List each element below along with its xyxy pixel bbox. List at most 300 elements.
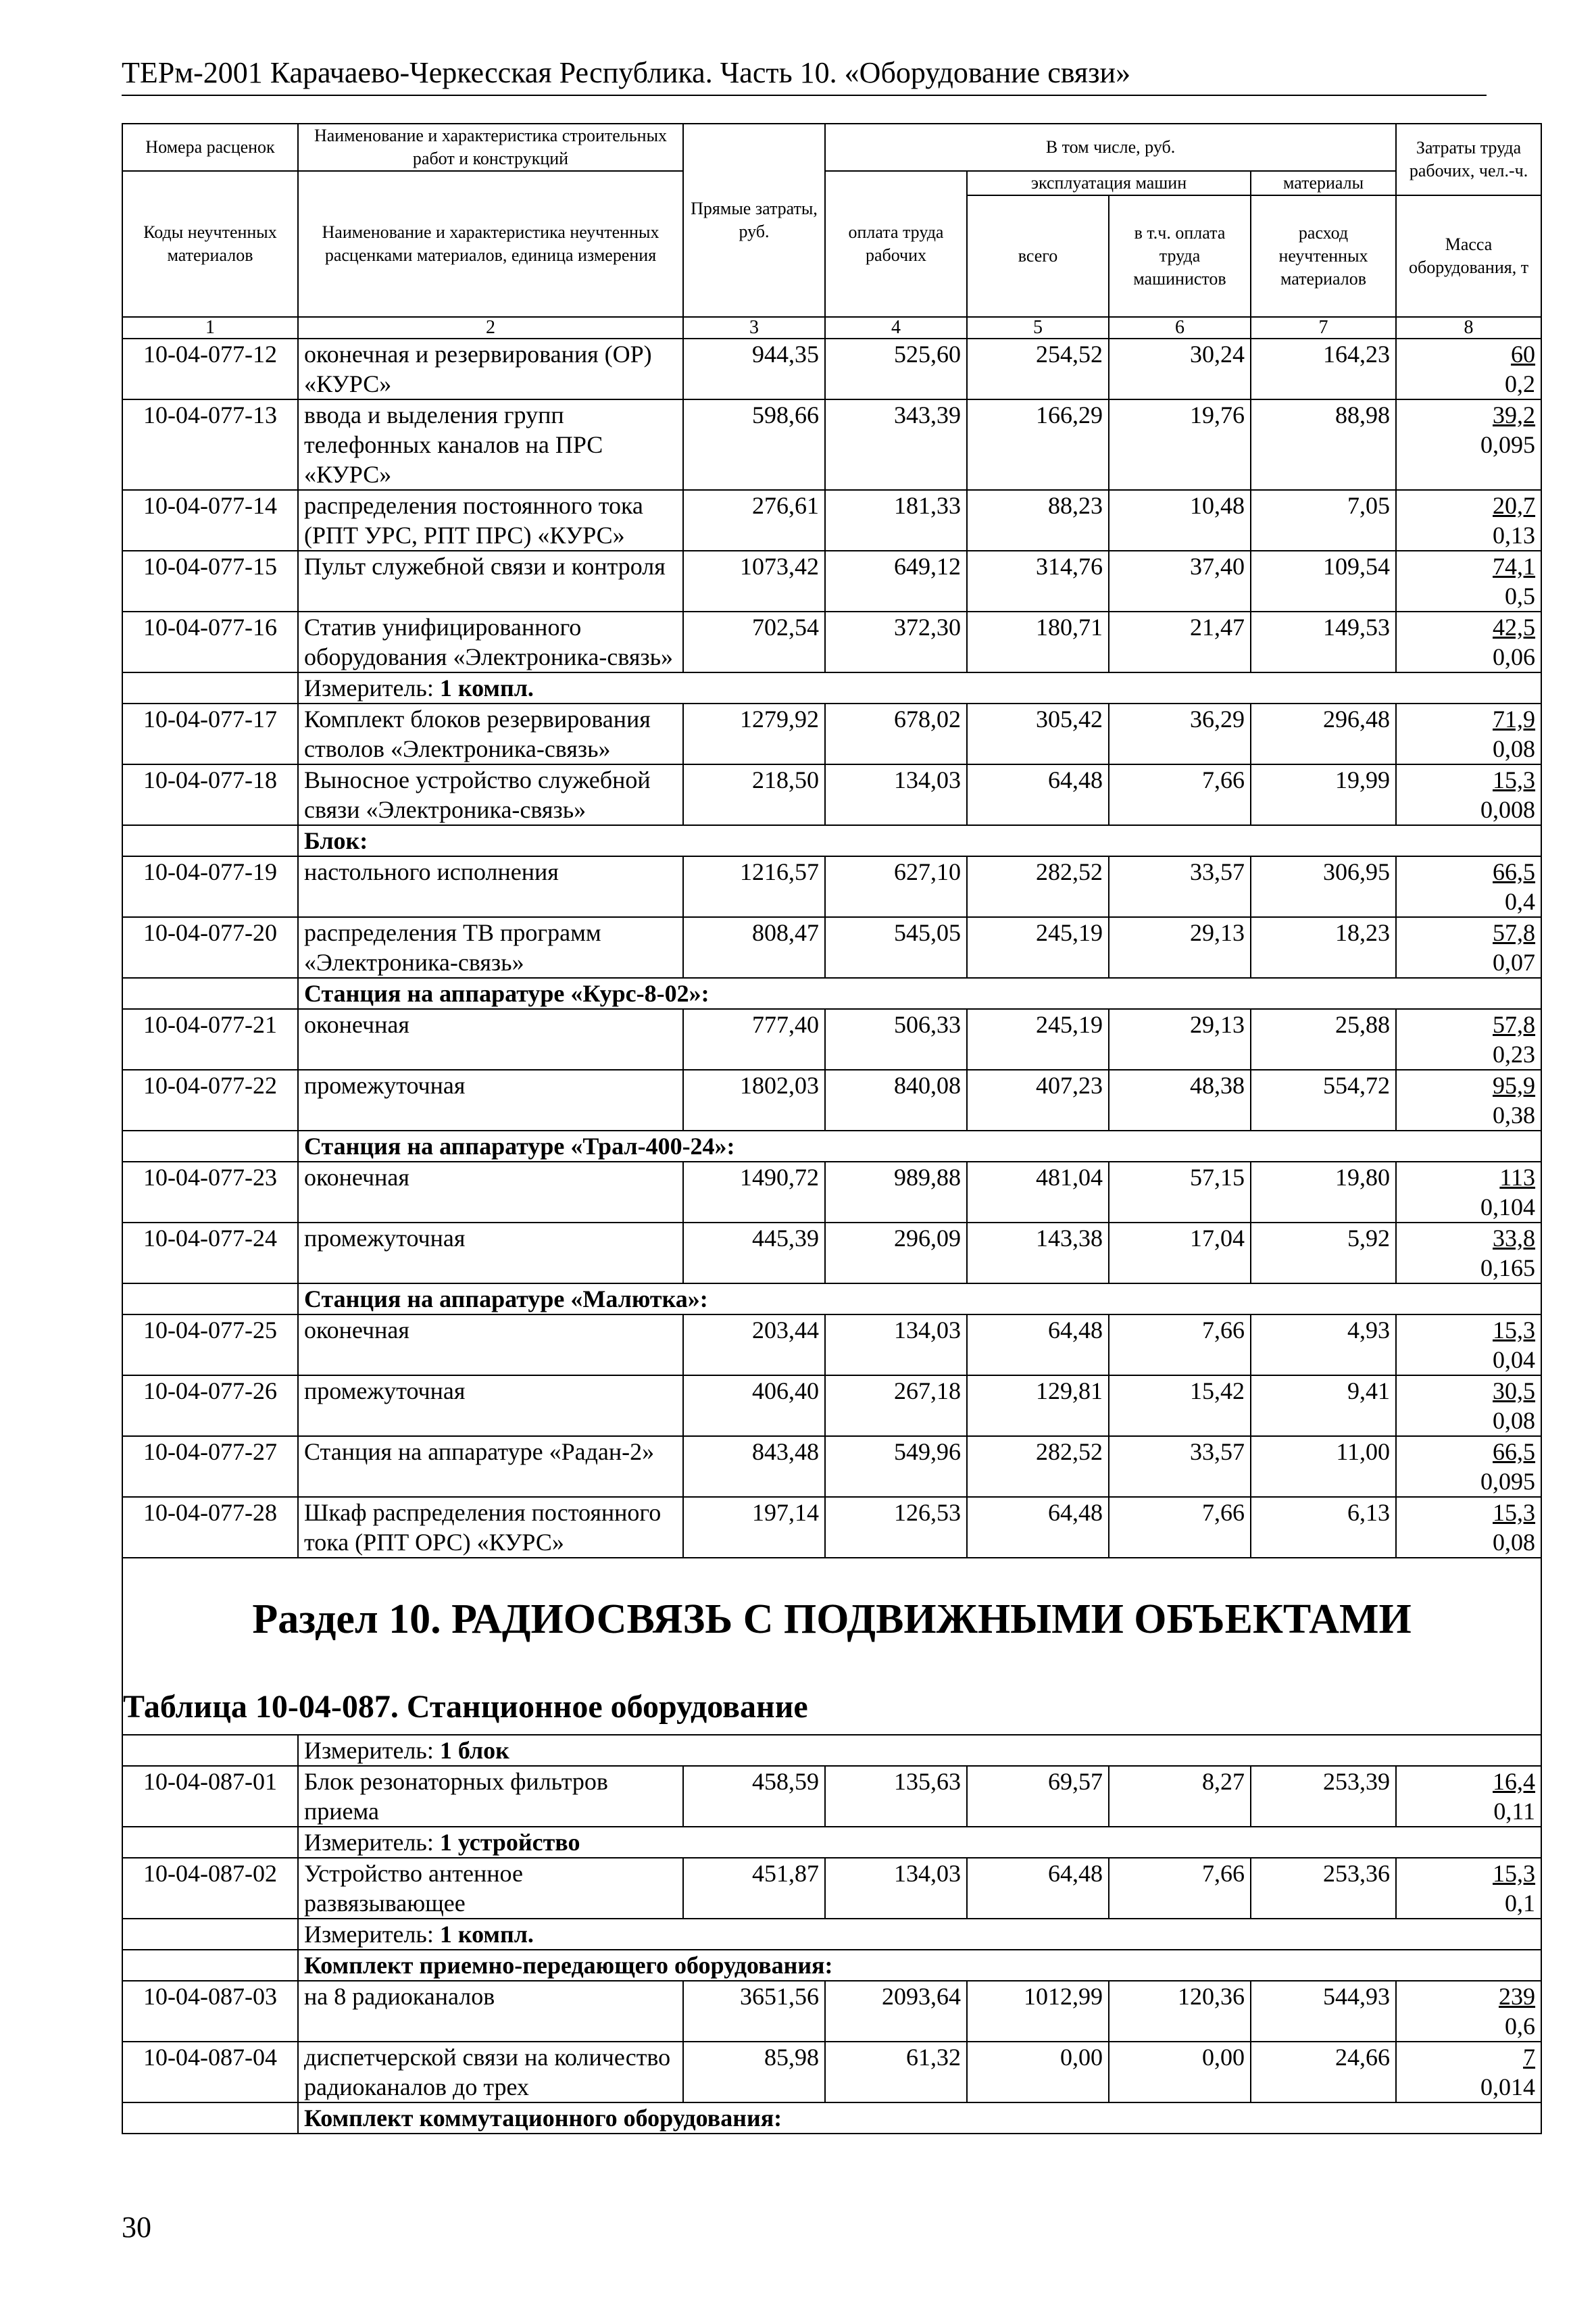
direct-costs: 451,87 [683,1858,825,1919]
machine-total: 143,38 [967,1223,1109,1283]
measure-label [298,1919,1541,1950]
group-row [122,1131,1541,1162]
table-row [122,764,1541,825]
rate-code: 10-04-077-28 [122,1497,298,1558]
page-number: 30 [122,2211,151,2244]
col-number: 8 [1396,317,1541,339]
table-row [122,1314,1541,1375]
work-name: промежуточная [298,1223,683,1283]
table-row [122,1981,1541,2042]
labor-mass-cell [1396,490,1541,551]
labor-mass-cell [1396,1981,1541,2042]
material-consumption: 7,05 [1251,490,1396,551]
group-empty-cell [122,2102,298,2134]
labor-mass-cell [1396,1375,1541,1436]
work-name: Шкаф распределения постоянного тока (РПТ ОРС) «КУРС» [298,1497,683,1558]
machine-total: 64,48 [967,1497,1109,1558]
group-heading: Комплект приемно-передающего оборудования: [298,1950,1541,1981]
rate-code: 10-04-077-22 [122,1070,298,1131]
measure-label [298,672,1541,704]
direct-costs: 406,40 [683,1375,825,1436]
labor-mass-cell [1396,1223,1541,1283]
material-consumption: 296,48 [1251,704,1396,764]
group-empty-cell [122,1950,298,1981]
labor-mass-cell [1396,1314,1541,1375]
worker-pay: 2093,64 [825,1981,967,2042]
direct-costs: 808,47 [683,917,825,978]
labor-mass-cell [1396,1497,1541,1558]
machine-total: 64,48 [967,1858,1109,1919]
rate-code: 10-04-087-02 [122,1858,298,1919]
col4-header: оплата труда рабочих [825,171,967,317]
equipment-mass: 0,04 [1493,1346,1536,1373]
work-name: на 8 радиоканалов [298,1981,683,2042]
labor-costs: 20,7 [1493,492,1536,519]
operator-pay: 120,36 [1109,1981,1251,2042]
operator-pay: 7,66 [1109,1497,1251,1558]
operator-pay: 21,47 [1109,612,1251,672]
worker-pay: 267,18 [825,1375,967,1436]
worker-pay: 545,05 [825,917,967,978]
machine-total: 0,00 [967,2042,1109,2102]
labor-costs: 42,5 [1493,614,1536,641]
labor-mass-cell [1396,2042,1541,2102]
equipment-mass: 0,08 [1493,735,1536,762]
table-head [122,124,1541,339]
col-number: 5 [967,317,1109,339]
worker-pay: 549,96 [825,1436,967,1497]
table-row [122,490,1541,551]
machine-total: 129,81 [967,1375,1109,1436]
labor-mass-cell [1396,764,1541,825]
worker-pay: 134,03 [825,764,967,825]
table-row [122,1497,1541,1558]
rate-code: 10-04-077-13 [122,399,298,490]
equipment-mass: 0,11 [1493,1798,1536,1825]
work-name: Статив унифицированного оборудования «Электроника-связь» [298,612,683,672]
equipment-mass: 0,6 [1505,2013,1536,2040]
machine-total: 69,57 [967,1766,1109,1827]
group-row [122,2102,1541,2134]
work-name: промежуточная [298,1375,683,1436]
group-empty-cell [122,1131,298,1162]
machine-total: 282,52 [967,856,1109,917]
col1-header-top: Номера расценок [122,124,298,171]
material-consumption: 5,92 [1251,1223,1396,1283]
work-name: Пульт служебной связи и контроля [298,551,683,612]
equipment-mass: 0,165 [1480,1254,1536,1281]
direct-costs: 598,66 [683,399,825,490]
operator-pay: 36,29 [1109,704,1251,764]
equipment-mass: 0,5 [1505,583,1536,610]
material-consumption: 253,36 [1251,1858,1396,1919]
col1-header-bottom: Коды неучтенных материалов [122,171,298,317]
direct-costs: 1216,57 [683,856,825,917]
equipment-mass: 0,2 [1505,370,1536,397]
direct-costs: 777,40 [683,1009,825,1070]
labor-mass-cell [1396,612,1541,672]
group-empty-cell [122,825,298,856]
rate-code: 10-04-077-21 [122,1009,298,1070]
table-row [122,856,1541,917]
col-number: 1 [122,317,298,339]
operator-pay: 48,38 [1109,1070,1251,1131]
group-empty-cell [122,1735,298,1766]
equipment-mass: 0,13 [1493,522,1536,549]
table-row [122,399,1541,490]
worker-pay: 134,03 [825,1858,967,1919]
col6-header: в т.ч. оплата труда машинистов [1109,195,1251,317]
operator-pay: 19,76 [1109,399,1251,490]
labor-costs: 95,9 [1493,1072,1536,1099]
measure-value: 1 компл. [439,1921,534,1948]
operator-pay: 7,66 [1109,1314,1251,1375]
labor-mass-cell [1396,1162,1541,1223]
col2-header-top: Наименование и характеристика строительных работ и конструкций [298,124,683,171]
labor-mass-cell [1396,339,1541,399]
labor-costs: 33,8 [1493,1225,1536,1252]
machine-total: 245,19 [967,917,1109,978]
machine-total: 245,19 [967,1009,1109,1070]
labor-costs: 15,3 [1493,1860,1536,1887]
work-name: распределения постоянного тока (РПТ УРС, РПТ ПРС) «КУРС» [298,490,683,551]
equipment-mass: 0,06 [1493,643,1536,670]
rate-code: 10-04-077-17 [122,704,298,764]
labor-costs: 66,5 [1493,1438,1536,1465]
material-consumption: 19,99 [1251,764,1396,825]
machine-total: 64,48 [967,764,1109,825]
table-row [122,1766,1541,1827]
materials-header: материалы [1251,171,1396,195]
material-consumption: 253,39 [1251,1766,1396,1827]
material-consumption: 19,80 [1251,1162,1396,1223]
table-row [122,1858,1541,1919]
machine-total: 88,23 [967,490,1109,551]
worker-pay: 627,10 [825,856,967,917]
work-name: Устройство антенное развязывающее [298,1858,683,1919]
rate-code: 10-04-077-26 [122,1375,298,1436]
worker-pay: 525,60 [825,339,967,399]
table-row [122,339,1541,399]
work-name: настольного исполнения [298,856,683,917]
section-row [122,1558,1541,1735]
labor-costs: 57,8 [1493,919,1536,946]
table-row [122,612,1541,672]
work-name: оконечная [298,1314,683,1375]
operator-pay: 37,40 [1109,551,1251,612]
work-name: распределения ТВ программ «Электроника-связь» [298,917,683,978]
work-name: диспетчерской связи на количество радиоканалов до трех [298,2042,683,2102]
equipment-mass: 0,1 [1505,1890,1536,1917]
table-row [122,1162,1541,1223]
group-heading: Блок: [298,825,1541,856]
rate-code: 10-04-077-25 [122,1314,298,1375]
work-name: оконечная [298,1009,683,1070]
labor-costs: 239 [1499,1983,1536,2010]
col-number: 3 [683,317,825,339]
measure-label [298,1827,1541,1858]
measure-prefix: Измеритель: [304,1921,440,1948]
rate-code: 10-04-077-12 [122,339,298,399]
table-title: Таблица 10-04-087. Станционное оборудование [123,1689,808,1725]
rate-code: 10-04-087-03 [122,1981,298,2042]
material-consumption: 164,23 [1251,339,1396,399]
operator-pay: 33,57 [1109,1436,1251,1497]
operator-pay: 29,13 [1109,917,1251,978]
table-row [122,1070,1541,1131]
machine-total: 314,76 [967,551,1109,612]
material-consumption: 544,93 [1251,1981,1396,2042]
col8-header-bottom: Масса оборудования, т [1396,195,1541,317]
col3-header: Прямые затраты, руб. [683,124,825,317]
group-empty-cell [122,978,298,1009]
labor-mass-cell [1396,1070,1541,1131]
material-consumption: 4,93 [1251,1314,1396,1375]
group-row [122,672,1541,704]
group-row [122,1735,1541,1766]
equipment-mass: 0,08 [1493,1529,1536,1556]
direct-costs: 276,61 [683,490,825,551]
section-title: Раздел 10. РАДИОСВЯЗЬ С ПОДВИЖНЫМИ ОБЪЕКТАМИ [252,1596,1412,1642]
column-numbers-row [122,317,1541,339]
worker-pay: 840,08 [825,1070,967,1131]
labor-mass-cell [1396,704,1541,764]
equipment-mass: 0,095 [1480,431,1536,458]
rate-code: 10-04-077-14 [122,490,298,551]
labor-mass-cell [1396,1766,1541,1827]
col2-header-bottom: Наименование и характеристика неучтенных расценками материалов, единица измерения [298,171,683,317]
equipment-mass: 0,07 [1493,949,1536,976]
direct-costs: 85,98 [683,2042,825,2102]
table-row [122,1375,1541,1436]
col-number: 4 [825,317,967,339]
rate-code: 10-04-077-24 [122,1223,298,1283]
material-consumption: 6,13 [1251,1497,1396,1558]
table-row [122,1223,1541,1283]
col5-header: всего [967,195,1109,317]
equipment-mass: 0,38 [1493,1102,1536,1129]
rate-code: 10-04-077-16 [122,612,298,672]
col-number: 7 [1251,317,1396,339]
worker-pay: 989,88 [825,1162,967,1223]
labor-costs: 16,4 [1493,1768,1536,1795]
operator-pay: 15,42 [1109,1375,1251,1436]
worker-pay: 181,33 [825,490,967,551]
table-body [122,339,1541,2134]
machine-total: 254,52 [967,339,1109,399]
table-row [122,917,1541,978]
rate-code: 10-04-087-01 [122,1766,298,1827]
col-number: 2 [298,317,683,339]
labor-costs: 7 [1523,2044,1536,2071]
operator-pay: 29,13 [1109,1009,1251,1070]
rate-code: 10-04-087-04 [122,2042,298,2102]
rate-code: 10-04-077-15 [122,551,298,612]
material-consumption: 306,95 [1251,856,1396,917]
worker-pay: 649,12 [825,551,967,612]
group-row [122,1919,1541,1950]
measure-value: 1 компл. [439,674,534,701]
machine-total: 180,71 [967,612,1109,672]
direct-costs: 843,48 [683,1436,825,1497]
direct-costs: 445,39 [683,1223,825,1283]
labor-mass-cell [1396,1858,1541,1919]
section-cell [122,1558,1541,1735]
work-name: промежуточная [298,1070,683,1131]
in-total-header: В том числе, руб. [825,124,1396,171]
labor-costs: 15,3 [1493,1316,1536,1344]
rates-table-wrapper [122,123,1541,2134]
equipment-mass: 0,008 [1480,796,1536,823]
worker-pay: 343,39 [825,399,967,490]
col8-header-top: Затраты труда рабочих, чел.-ч. [1396,124,1541,195]
material-consumption: 11,00 [1251,1436,1396,1497]
page-header: ТЕРм-2001 Карачаево-Черкесская Республика. Часть 10. «Оборудование связи» [122,54,1487,96]
direct-costs: 1802,03 [683,1070,825,1131]
group-row [122,1827,1541,1858]
group-empty-cell [122,1919,298,1950]
table-row [122,1009,1541,1070]
operator-pay: 8,27 [1109,1766,1251,1827]
rate-code: 10-04-077-19 [122,856,298,917]
equipment-mass: 0,104 [1480,1193,1536,1221]
group-heading: Комплект коммутационного оборудования: [298,2102,1541,2134]
group-empty-cell [122,672,298,704]
group-heading: Станция на аппаратуре «Трал-400-24»: [298,1131,1541,1162]
group-row [122,978,1541,1009]
table-row [122,1436,1541,1497]
direct-costs: 1490,72 [683,1162,825,1223]
worker-pay: 126,53 [825,1497,967,1558]
labor-costs: 57,8 [1493,1011,1536,1038]
table-row [122,2042,1541,2102]
machine-total: 481,04 [967,1162,1109,1223]
labor-mass-cell [1396,1436,1541,1497]
work-name: Комплект блоков резервирования стволов «Электроника-связь» [298,704,683,764]
direct-costs: 1279,92 [683,704,825,764]
worker-pay: 296,09 [825,1223,967,1283]
material-consumption: 24,66 [1251,2042,1396,2102]
group-heading: Станция на аппаратуре «Курс-8-02»: [298,978,1541,1009]
machine-total: 1012,99 [967,1981,1109,2042]
exploitation-header: эксплуатация машин [967,171,1251,195]
machine-total: 166,29 [967,399,1109,490]
work-name: Блок резонаторных фильтров приема [298,1766,683,1827]
group-row [122,1283,1541,1314]
work-name: Выносное устройство служебной связи «Электроника-связь» [298,764,683,825]
operator-pay: 7,66 [1109,1858,1251,1919]
labor-costs: 15,3 [1493,766,1536,793]
direct-costs: 203,44 [683,1314,825,1375]
labor-costs: 39,2 [1493,401,1536,428]
operator-pay: 10,48 [1109,490,1251,551]
worker-pay: 135,63 [825,1766,967,1827]
labor-mass-cell [1396,551,1541,612]
material-consumption: 9,41 [1251,1375,1396,1436]
work-name: Станция на аппаратуре «Радан-2» [298,1436,683,1497]
labor-costs: 71,9 [1493,706,1536,733]
labor-mass-cell [1396,1009,1541,1070]
equipment-mass: 0,08 [1493,1407,1536,1434]
table-row [122,551,1541,612]
labor-costs: 15,3 [1493,1499,1536,1526]
work-name: оконечная [298,1162,683,1223]
worker-pay: 506,33 [825,1009,967,1070]
table-row [122,704,1541,764]
measure-value: 1 блок [439,1737,509,1764]
direct-costs: 218,50 [683,764,825,825]
material-consumption: 109,54 [1251,551,1396,612]
group-heading: Станция на аппаратуре «Малютка»: [298,1283,1541,1314]
group-empty-cell [122,1283,298,1314]
labor-mass-cell [1396,856,1541,917]
machine-total: 305,42 [967,704,1109,764]
direct-costs: 1073,42 [683,551,825,612]
material-consumption: 149,53 [1251,612,1396,672]
direct-costs: 3651,56 [683,1981,825,2042]
rate-code: 10-04-077-27 [122,1436,298,1497]
machine-total: 282,52 [967,1436,1109,1497]
measure-label [298,1735,1541,1766]
material-consumption: 88,98 [1251,399,1396,490]
worker-pay: 678,02 [825,704,967,764]
col7-header: расход неучтенных материалов [1251,195,1396,317]
machine-total: 407,23 [967,1070,1109,1131]
group-empty-cell [122,1827,298,1858]
direct-costs: 944,35 [683,339,825,399]
worker-pay: 134,03 [825,1314,967,1375]
machine-total: 64,48 [967,1314,1109,1375]
measure-prefix: Измеритель: [304,1829,440,1856]
labor-costs: 113 [1499,1164,1536,1191]
rate-code: 10-04-077-23 [122,1162,298,1223]
rate-code: 10-04-077-20 [122,917,298,978]
material-consumption: 25,88 [1251,1009,1396,1070]
work-name: ввода и выделения групп телефонных каналов на ПРС «КУРС» [298,399,683,490]
direct-costs: 702,54 [683,612,825,672]
operator-pay: 57,15 [1109,1162,1251,1223]
rate-code: 10-04-077-18 [122,764,298,825]
worker-pay: 61,32 [825,2042,967,2102]
equipment-mass: 0,4 [1505,888,1536,915]
material-consumption: 554,72 [1251,1070,1396,1131]
labor-costs: 66,5 [1493,858,1536,885]
operator-pay: 0,00 [1109,2042,1251,2102]
direct-costs: 197,14 [683,1497,825,1558]
measure-prefix: Измеритель: [304,674,440,701]
operator-pay: 33,57 [1109,856,1251,917]
operator-pay: 17,04 [1109,1223,1251,1283]
group-row [122,825,1541,856]
col-number: 6 [1109,317,1251,339]
operator-pay: 7,66 [1109,764,1251,825]
labor-costs: 60 [1511,341,1536,368]
work-name: оконечная и резервирования (ОР) «КУРС» [298,339,683,399]
equipment-mass: 0,014 [1480,2073,1536,2100]
labor-mass-cell [1396,917,1541,978]
labor-mass-cell [1396,399,1541,490]
measure-value: 1 устройство [439,1829,580,1856]
operator-pay: 30,24 [1109,339,1251,399]
labor-costs: 74,1 [1493,553,1536,580]
rates-table [122,123,1542,2134]
worker-pay: 372,30 [825,612,967,672]
material-consumption: 18,23 [1251,917,1396,978]
direct-costs: 458,59 [683,1766,825,1827]
equipment-mass: 0,23 [1493,1041,1536,1068]
group-row [122,1950,1541,1981]
measure-prefix: Измеритель: [304,1737,440,1764]
